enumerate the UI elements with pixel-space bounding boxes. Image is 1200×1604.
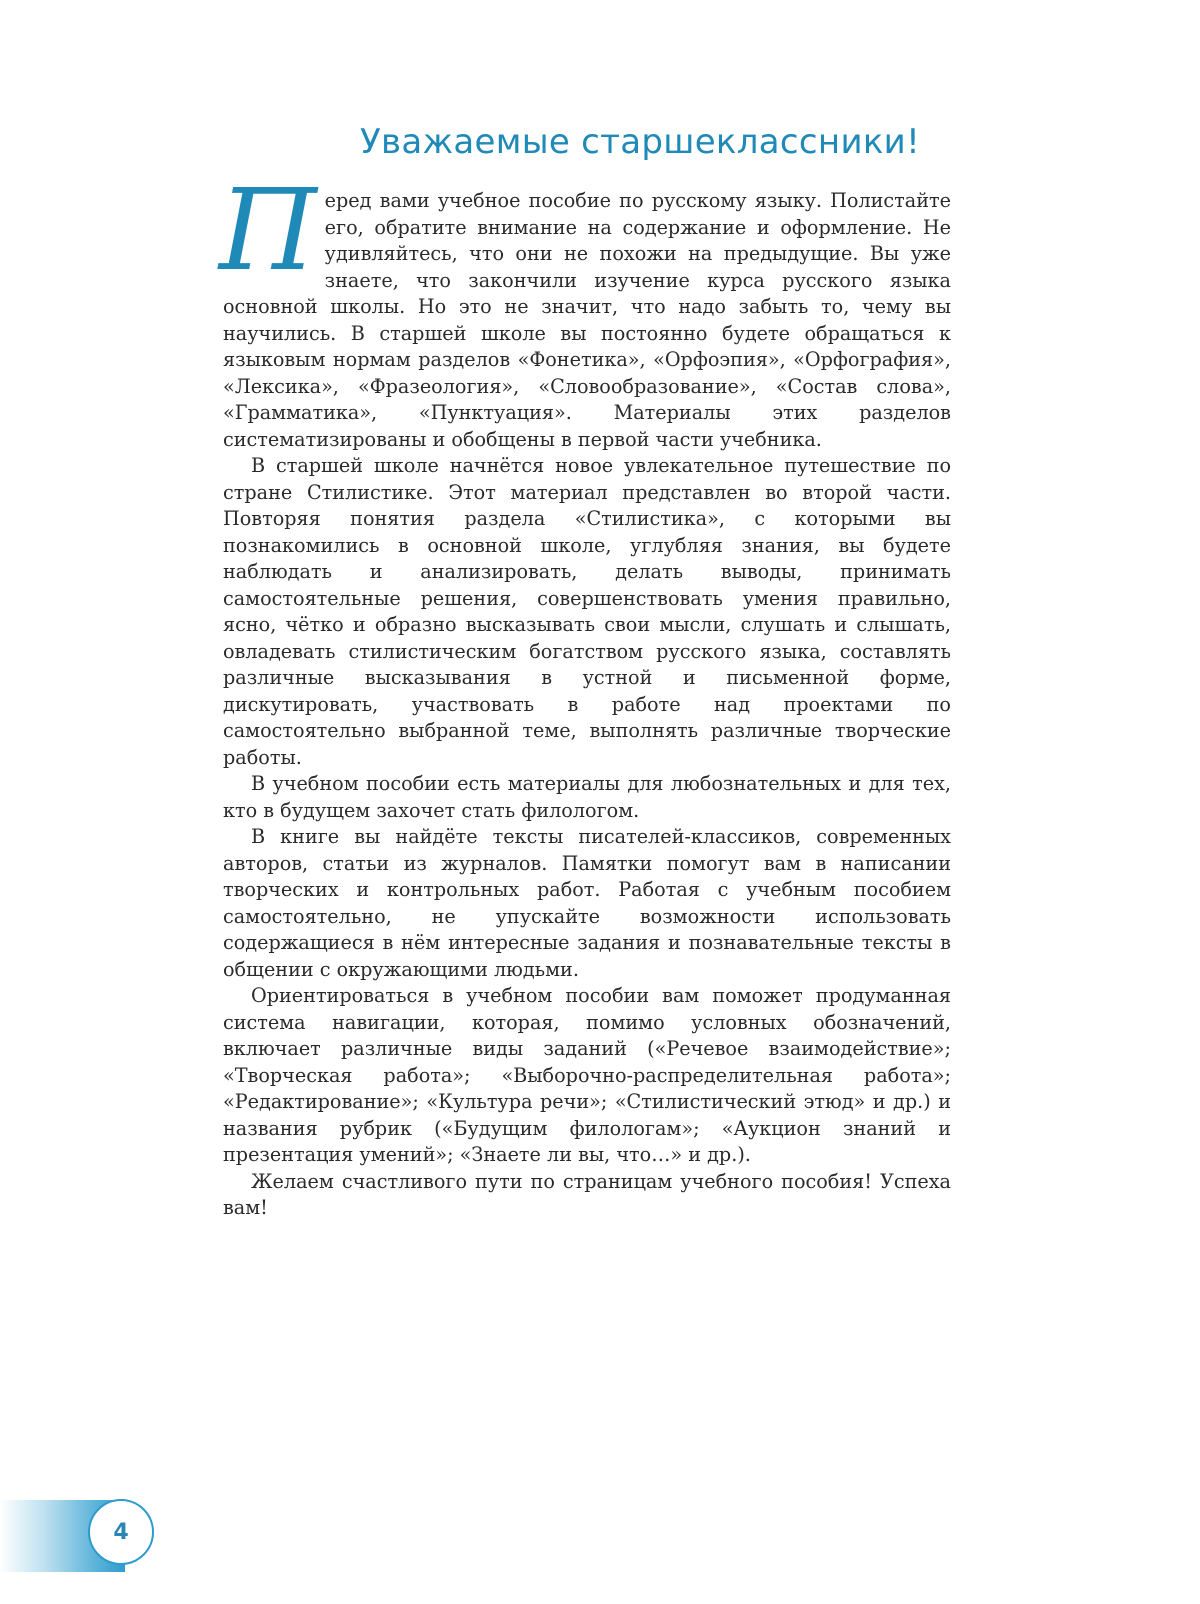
- paragraph-1-text: еред вами учебное пособие по русскому языку. Полистайте его, обратите внимание на содержание и оформление. Не удивляйтесь, что они не похожи на предыдущие. Вы уже знаете, что закончили изучение курса русского языка основной школы. Но это не значит, что надо забыть то, чему вы научились. В старшей школе вы постоянно будете обращаться к языковым нормам разделов «Фонетика», «Орфоэпия», «Орфография», «Лексика», «Фразеология», «Словообразование», «Состав слова», «Грамматика», «Пунктуация». Материалы этих разделов систематизированы и обобщены в первой части учебника.: [223, 189, 951, 451]
- page-title: Уважаемые старшеклассники!: [359, 122, 921, 162]
- paragraph-6: Желаем счастливого пути по страницам учебного пособия! Успеха вам!: [223, 1169, 951, 1219]
- paragraph-1: [219, 166, 951, 453]
- paragraph-2: В старшей школе начнётся новое увлекательное путешествие по стране Стилистике. Этот материал представлен во второй части. Повторяя понятия раздела «Стилистика», с которыми вы познакомились в основной школе, углубляя знания, вы будете наблюдать и анализировать, делать выводы, принимать самостоятельные решения, совершенствовать умения правильно, ясно, чётко и образно высказывать свои мысли, слушать и слышать, овладевать стилистическим богатством русского языка, составлять различные высказывания в устной и письменной форме, дискутировать, участвовать в работе над проектами по самостоятельно выбранной теме, выполнять различные творческие работы.: [223, 454, 951, 769]
- paragraph-5: Ориентироваться в учебном пособии вам поможет продуманная система навигации, которая, помимо условных обозначений, включает различные виды заданий («Речевое взаимодействие»; «Творческая работа»; «Выборочно-распределительная работа»; «Редактирование»; «Культура речи»; «Стилистический этюд» и др.) и названия рубрик («Будущим филологам»; «Аукцион знаний и презентация умений»; «Знаете ли вы, что…» и др.).: [223, 984, 951, 1166]
- paragraph-3: В учебном пособии есть материалы для любознательных и для тех, кто в будущем захочет стать филологом.: [223, 772, 951, 822]
- paragraph-4: В книге вы найдёте тексты писателей-классиков, современных авторов, статьи из журналов. Памятки помогут вам в написании творческих и контрольных работ. Работая с учебным пособием самостоятельно, не упускайте возможности использовать содержащиеся в нём интересные задания и познавательные тексты в общении с окружающими людьми.: [223, 825, 951, 981]
- drop-cap: П: [219, 166, 317, 296]
- page-number: 4: [88, 1499, 154, 1565]
- body-text: [219, 166, 951, 1222]
